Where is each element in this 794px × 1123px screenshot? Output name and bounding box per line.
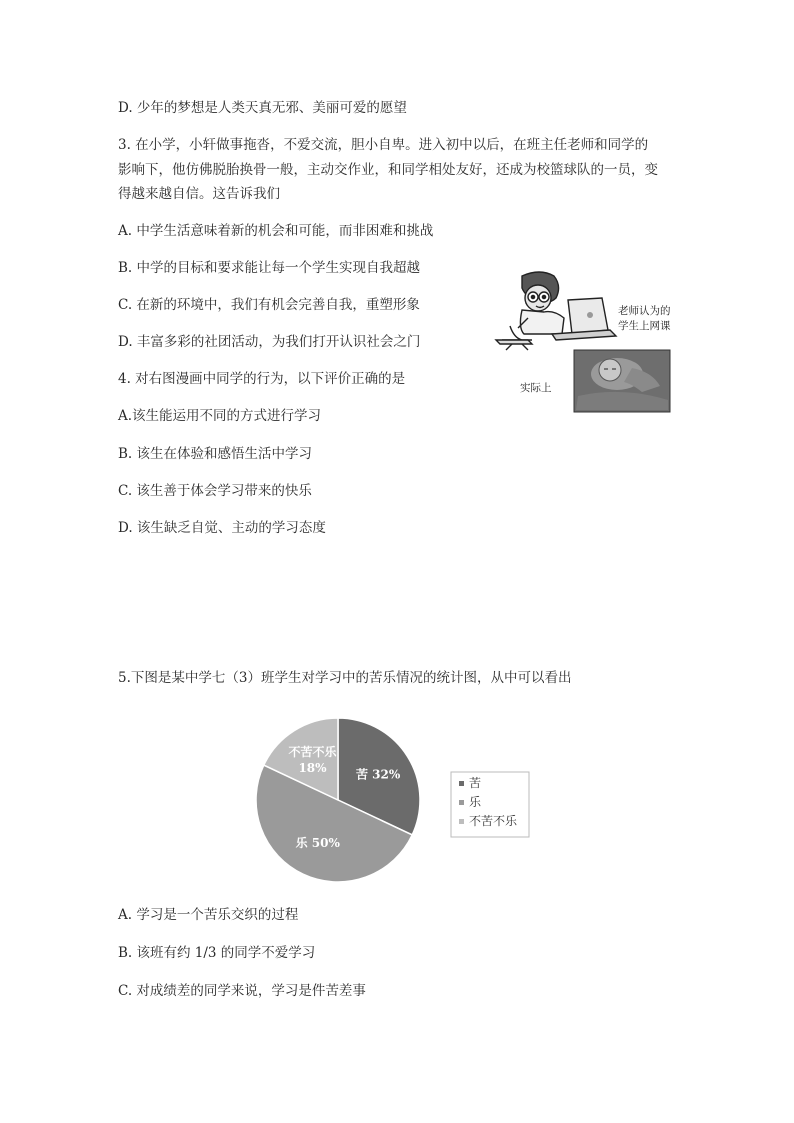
sleeping-student-frame [574,350,670,412]
comic-illustration [492,268,682,414]
q5-option-b: B. 该班有约 1/3 的同学不爱学习 [118,945,316,961]
legend-entry-3: 不苦不乐 [469,814,518,828]
legend-swatch-2 [459,800,464,805]
q4-option-b: B. 该生在体验和感悟生活中学习 [118,446,313,462]
legend-entry-1: 苦 [469,776,482,790]
legend-entry-2: 乐 [469,795,482,809]
pie-label-1: 苦 32% [356,767,401,782]
pie-label-2: 乐 50% [295,836,340,851]
q3-stem-line2: 影响下，他仿佛脱胎换骨一般，主动交作业，和同学相处友好，还成为校篮球队的一员，变 [118,162,658,178]
q4-option-d: D. 该生缺乏自觉、主动的学习态度 [118,520,326,536]
q3-option-c: C. 在新的环境中，我们有机会完善自我，重塑形象 [118,297,420,313]
q3-option-a: A. 中学生活意味着新的机会和可能，而非困难和挑战 [118,223,434,239]
student-at-laptop [496,272,564,350]
q3-stem-line3: 得越来越自信。这告诉我们 [118,186,280,202]
q2-option-d: D. 少年的梦想是人类天真无邪、美丽可爱的愿望 [118,100,407,116]
comic-caption-1-line2: 学生上网课 [618,320,671,332]
legend-swatch-3 [459,819,464,824]
q5-option-a: A. 学习是一个苦乐交织的过程 [118,907,299,923]
q3-option-b: B. 中学的目标和要求能让每一个学生实现自我超越 [118,260,421,276]
pie-label-3: 不苦不乐 18% [288,744,337,775]
q5-option-c: C. 对成绩差的同学来说，学习是件苦差事 [118,983,366,999]
pie-chart [240,705,540,905]
comic-caption-2: 实际上 [520,382,552,394]
q3-option-d: D. 丰富多彩的社团活动，为我们打开认识社会之门 [118,334,421,350]
q5-stem: 5.下图是某中学七（3）班学生对学习中的苦乐情况的统计图，从中可以看出 [118,670,572,686]
q3-stem-line1: 3. 在小学，小轩做事拖沓，不爱交流，胆小自卑。进入初中以后，在班主任老师和同学的 [118,137,649,153]
q4-option-a: A.该生能运用不同的方式进行学习 [118,408,322,424]
q4-option-c: C. 该生善于体会学习带来的快乐 [118,483,312,499]
legend-swatch-1 [459,781,464,786]
q4-stem: 4. 对右图漫画中同学的行为，以下评价正确的是 [118,371,406,387]
comic-caption-1-line1: 老师认为的 [618,305,671,317]
